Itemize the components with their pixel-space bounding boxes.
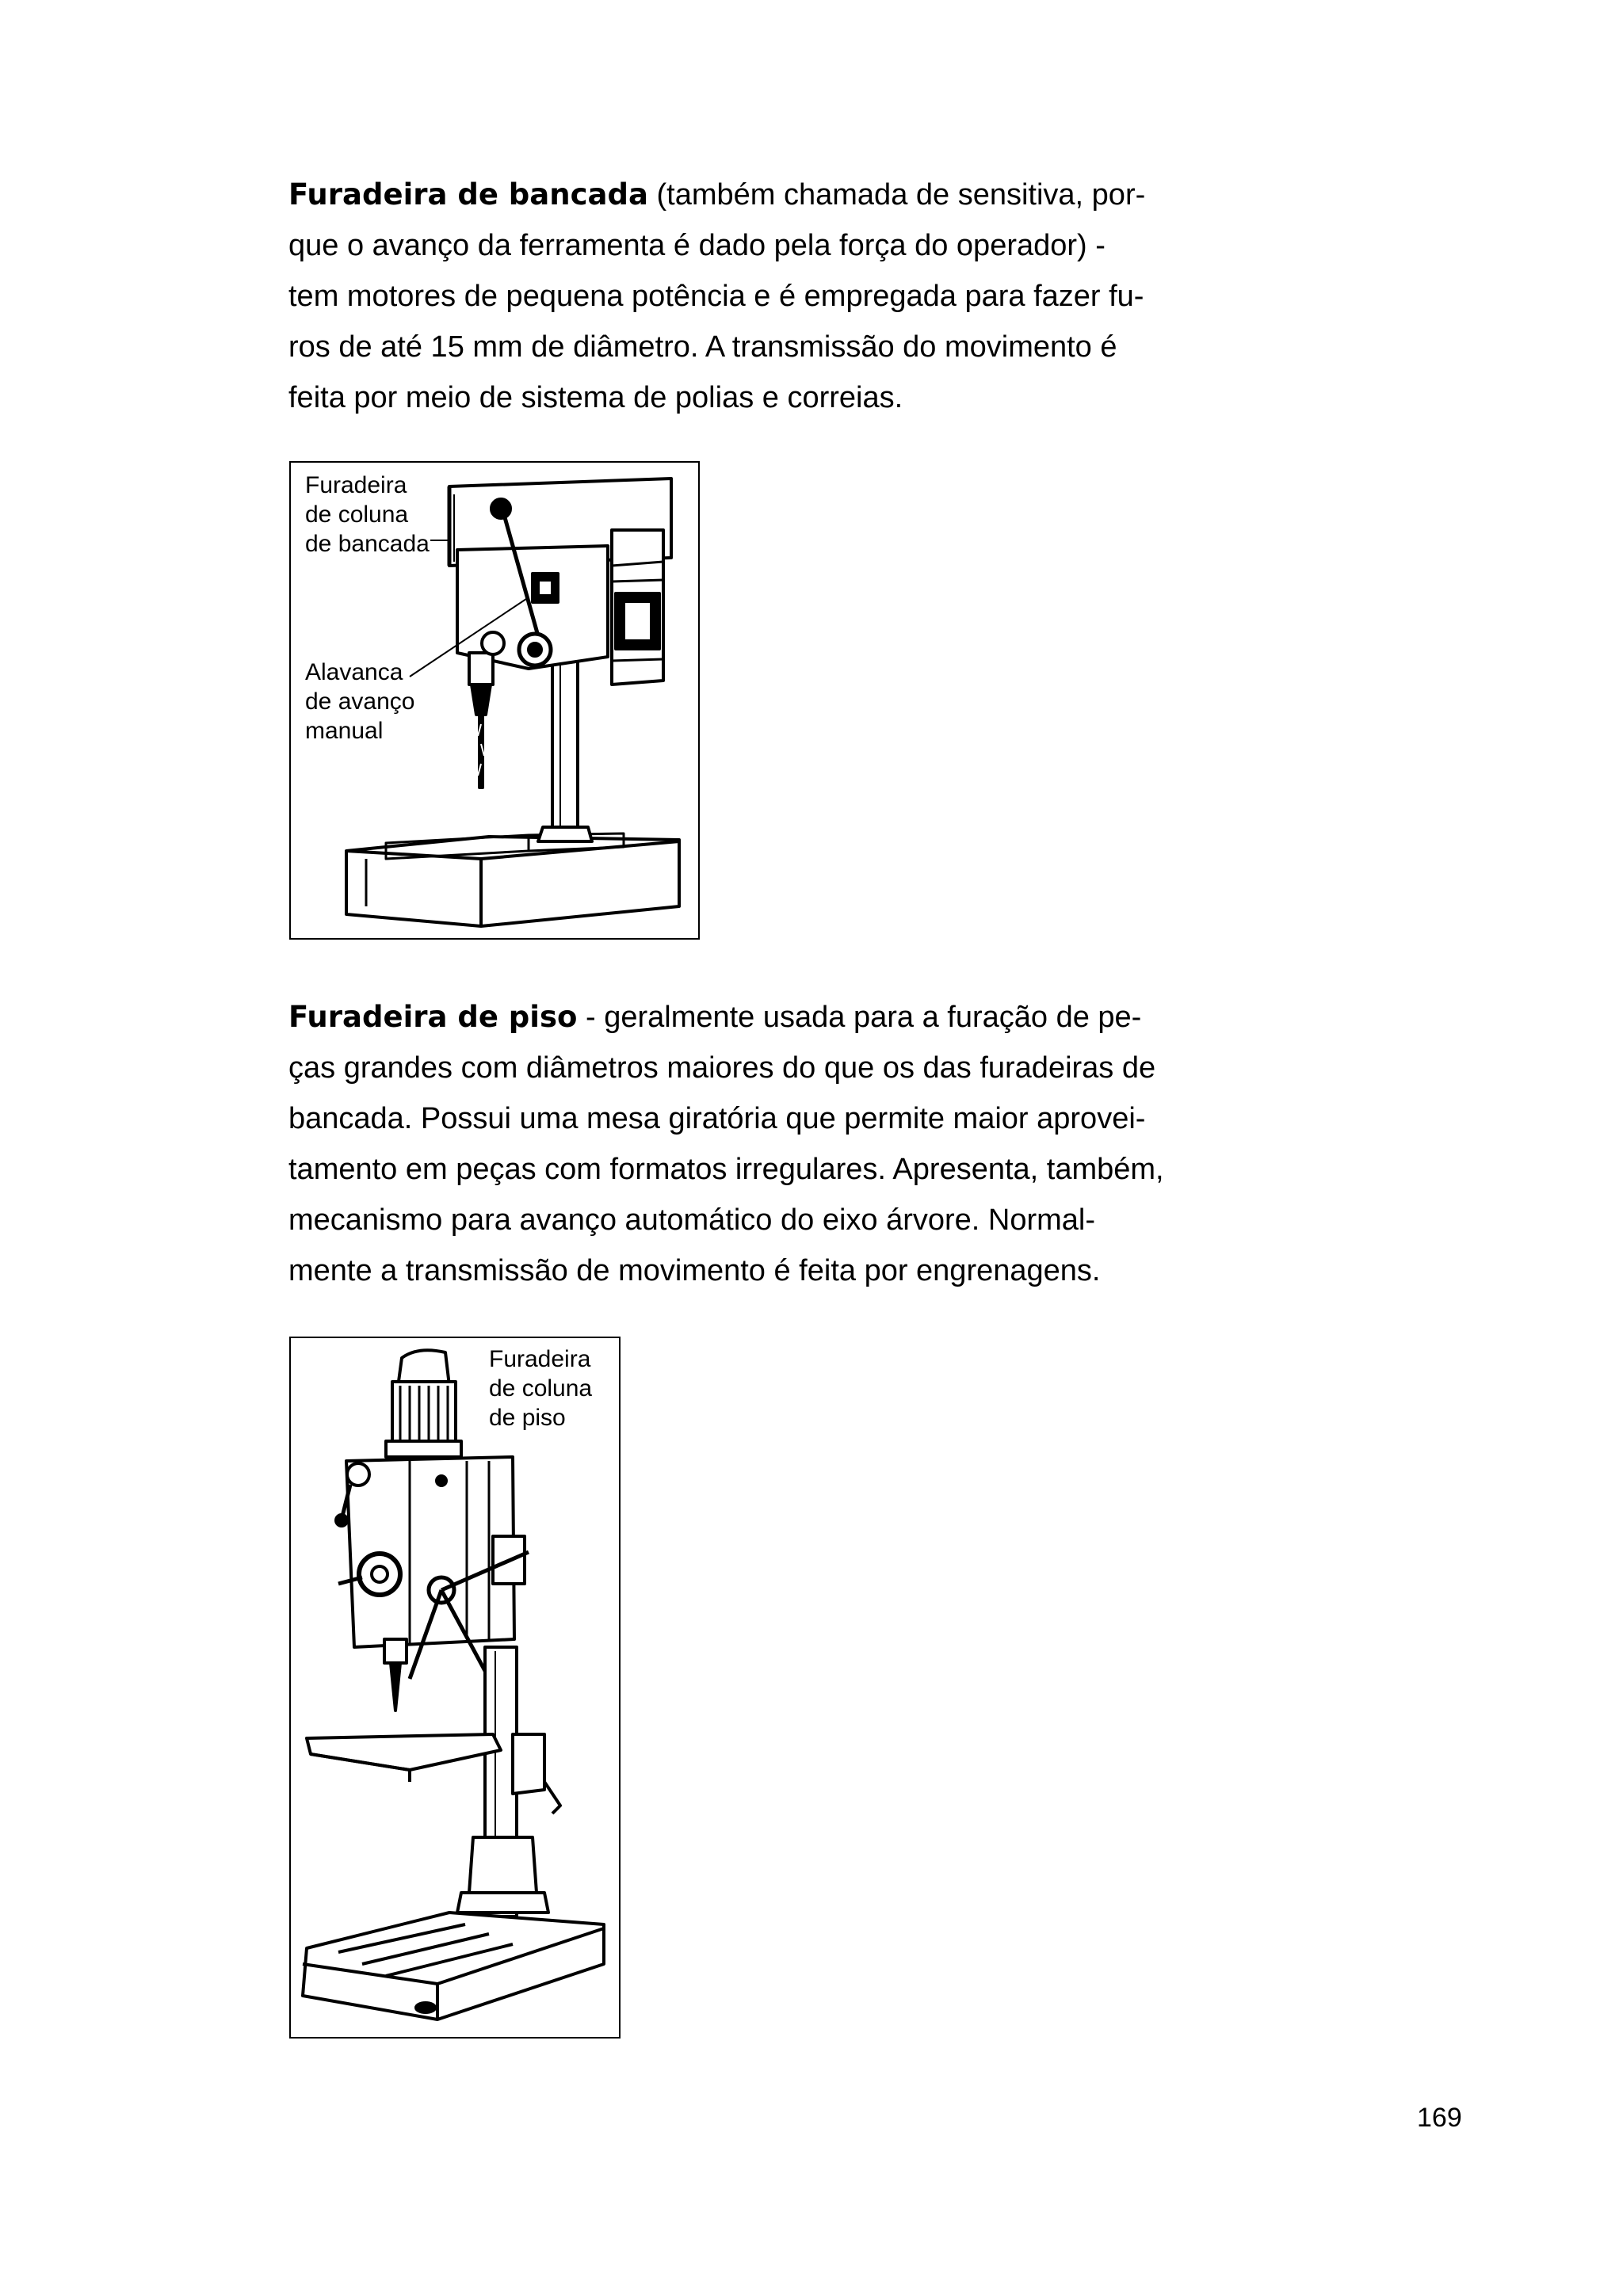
paragraph-line: mecanismo para avanço automático do eixo árvore. Normal- (288, 1203, 1096, 1237)
paragraph-floor-drill (288, 992, 1192, 1296)
paragraph-line: ros de até 15 mm de diâmetro. A transmissão do movimento é (288, 330, 1117, 364)
term-bench-drill: Furadeira de bancada (288, 177, 648, 212)
paragraph-line: - geralmente usada para a furação de pe- (577, 1001, 1142, 1034)
caption-bench-drill: Furadeira de coluna de bancada (305, 472, 430, 557)
term-floor-drill: Furadeira de piso (288, 1000, 578, 1034)
paragraph-line: mente a transmissão de movimento é feita por engrenagens. (288, 1254, 1101, 1287)
figure-bench-drill (289, 461, 700, 940)
paragraph-line: (também chamada de sensitiva, por- (647, 178, 1146, 212)
caption-floor-drill: Furadeira de coluna de piso (489, 1346, 593, 1431)
paragraph-line: feita por meio de sistema de polias e correias. (288, 381, 903, 414)
floor-drill-illustration (291, 1338, 619, 2037)
paragraph-bench-drill (288, 170, 1192, 423)
paragraph-line: que o avanço da ferramenta é dado pela força do operador) - (288, 229, 1106, 262)
paragraph-line: ças grandes com diâmetros maiores do que os das furadeiras de (288, 1051, 1156, 1085)
caption-feed-lever: Alavanca de avanço manual (305, 659, 415, 744)
figure-floor-drill (289, 1337, 621, 2039)
paragraph-line: tamento em peças com formatos irregulares. Apresenta, também, (288, 1153, 1164, 1186)
paragraph-line: bancada. Possui uma mesa giratória que permite maior aprovei- (288, 1102, 1146, 1135)
page-number: 169 (1417, 2103, 1462, 2133)
paragraph-line: tem motores de pequena potência e é empregada para fazer fu- (288, 280, 1144, 313)
